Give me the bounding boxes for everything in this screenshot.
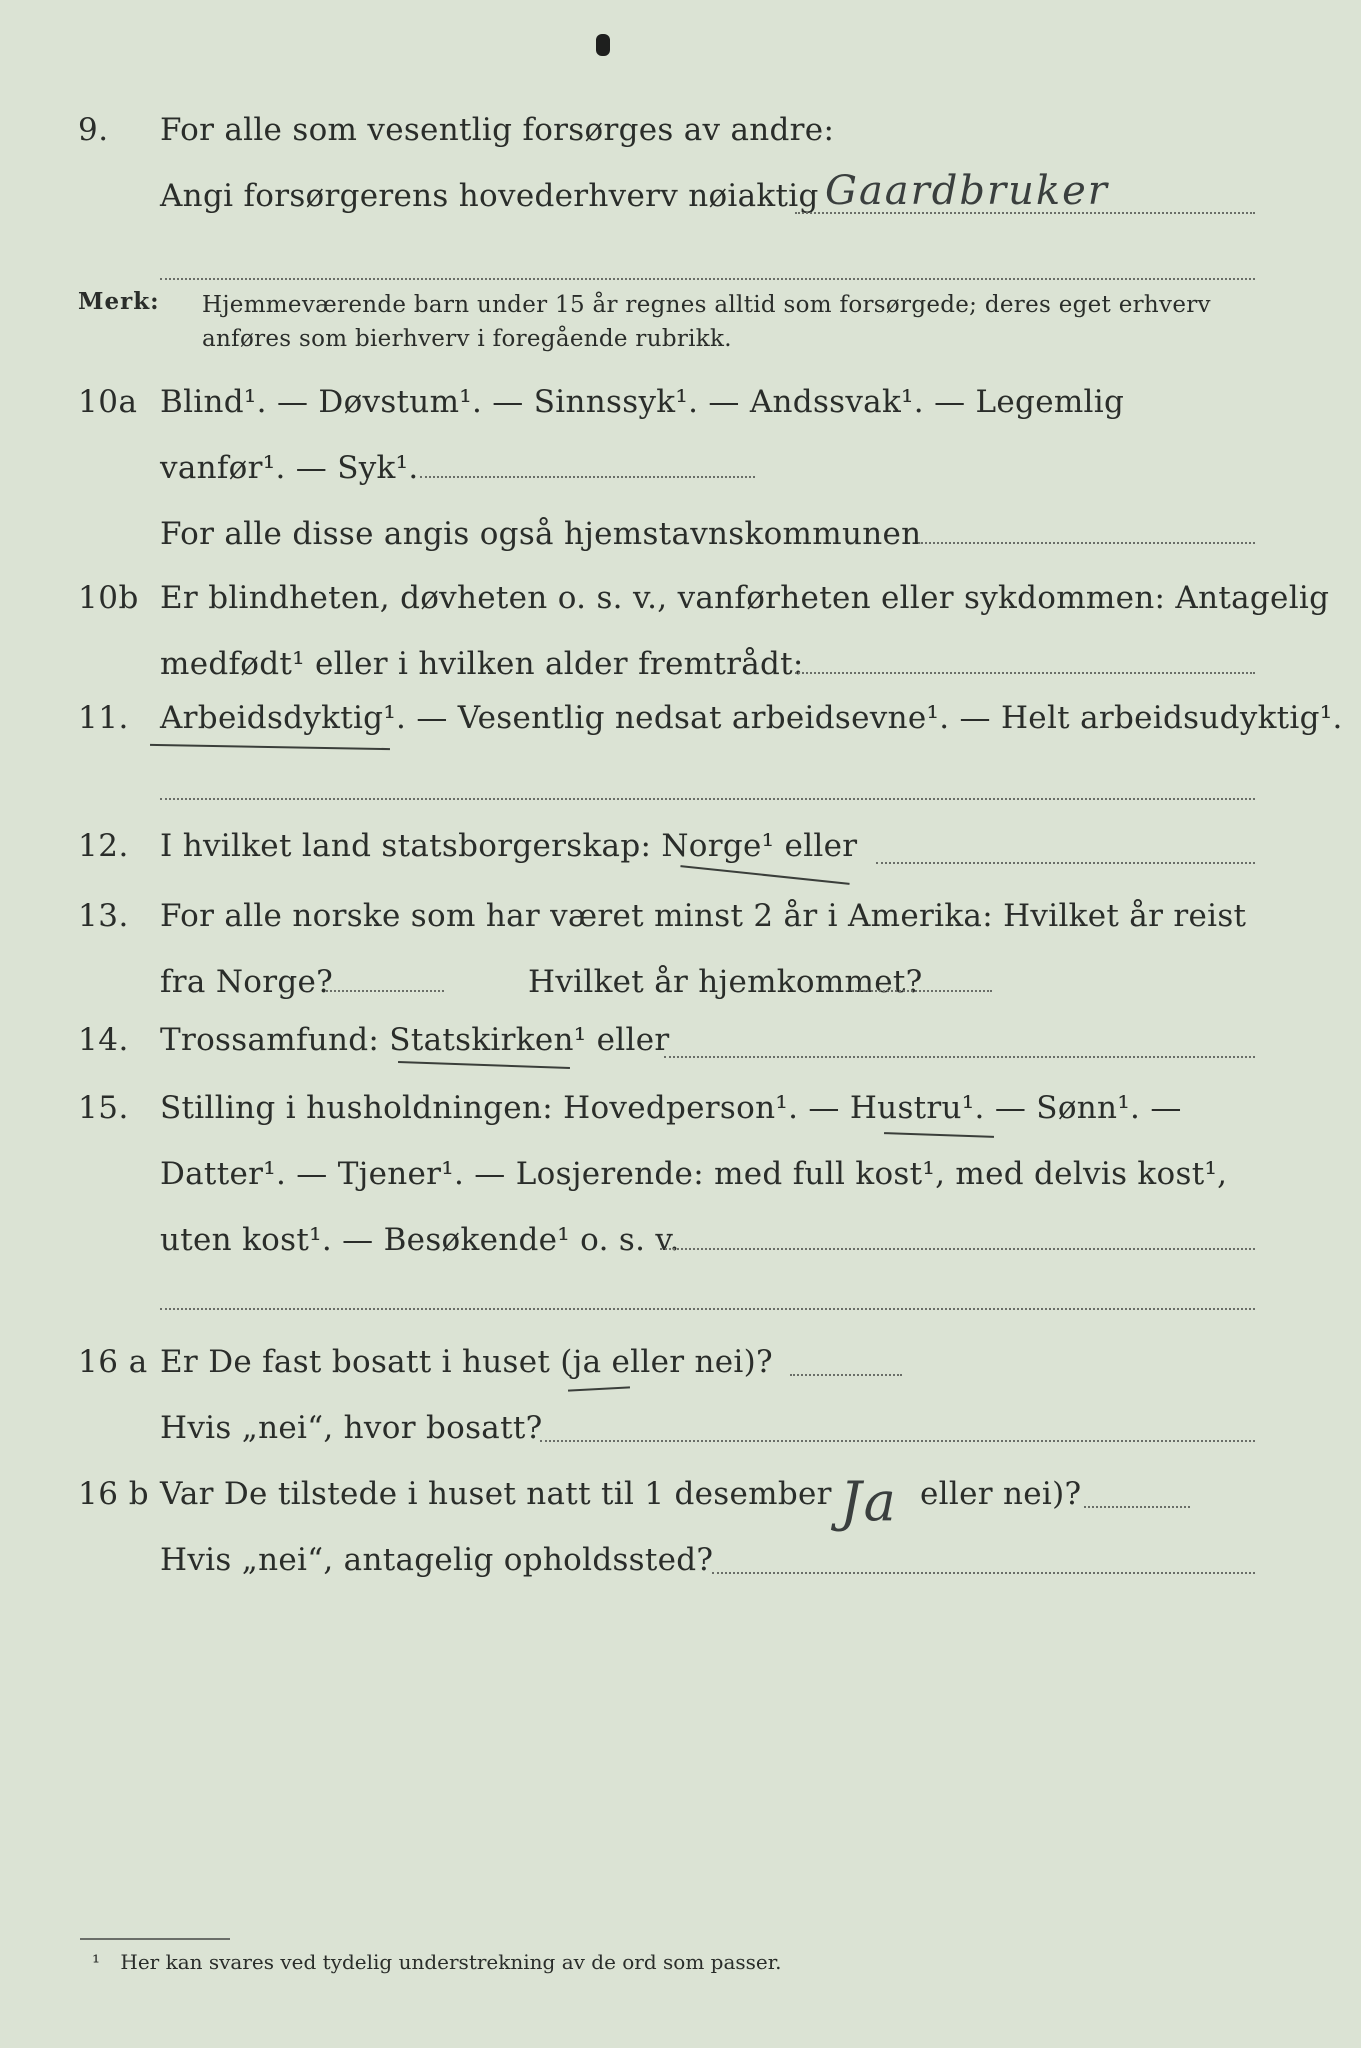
question-number: 16 b — [78, 1476, 150, 1512]
question-text: eller nei)? — [920, 1476, 1082, 1512]
footnote-rule — [80, 1938, 230, 1940]
question-text: Er De fast bosatt i huset (ja eller nei)? — [160, 1344, 773, 1380]
question-text: Hvis „nei“, hvor bosatt? — [160, 1410, 543, 1446]
answer-line — [420, 476, 755, 478]
answer-line — [160, 278, 1255, 280]
note-label: Merk: — [78, 288, 160, 315]
handwritten-underline — [680, 865, 849, 885]
question-number: 13. — [78, 898, 129, 934]
ink-spot — [596, 34, 610, 56]
answer-line — [876, 862, 1255, 864]
question-text: vanfør¹. — Syk¹. — [160, 450, 419, 486]
answer-line — [664, 1056, 1255, 1058]
question-number: 15. — [78, 1090, 129, 1126]
answer-line — [160, 1308, 1255, 1310]
question-text: Trossamfund: Statskirken¹ eller — [160, 1022, 670, 1058]
question-number: 10a — [78, 384, 138, 420]
handwritten-underline — [568, 1386, 630, 1391]
handwritten-underline — [884, 1132, 994, 1138]
note-text: anføres som bierhverv i foregående rubrikk. — [202, 326, 732, 352]
question-text: Blind¹. — Døvstum¹. — Sinnssyk¹. — Andssvak¹. — Legemlig — [160, 384, 1125, 420]
footnote — [92, 1950, 781, 1974]
question-text: Arbeidsdyktig¹. — Vesentlig nedsat arbeidsevne¹. — Helt arbeidsudyktig¹. — [160, 700, 1343, 736]
question-text: Angi forsørgerens hovederhverv nøiaktig — [160, 178, 819, 214]
footnote-text: Her kan svares ved tydelig understrekning av de ord som passer. — [120, 1950, 782, 1974]
footnote-mark: ¹ — [92, 1950, 101, 1974]
question-text: uten kost¹. — Besøkende¹ o. s. v. — [160, 1222, 680, 1258]
question-number: 16 a — [78, 1344, 148, 1380]
question-text: Er blindheten, døvheten o. s. v., vanførheten eller sykdommen: Antagelig — [160, 580, 1330, 616]
question-number: 11. — [78, 700, 129, 736]
question-text: fra Norge? — [160, 964, 334, 1000]
question-number: 10b — [78, 580, 139, 616]
question-number: 12. — [78, 828, 129, 864]
question-text: Hvilket år hjemkommet? — [528, 964, 923, 1000]
question-number: 9. — [78, 112, 109, 148]
question-text: I hvilket land statsborgerskap: Norge¹ eller — [160, 828, 858, 864]
answer-line — [540, 1440, 1255, 1442]
question-text: Hvis „nei“, antagelig opholdssted? — [160, 1542, 714, 1578]
note-text: Hjemmeværende barn under 15 år regnes alltid som forsørgede; deres eget erhverv — [202, 292, 1211, 318]
question-text: For alle som vesentlig forsørges av andre: — [160, 112, 835, 148]
question-text: For alle disse angis også hjemstavnskommunen — [160, 516, 922, 552]
answer-line — [326, 990, 444, 992]
handwritten-underline — [398, 1061, 570, 1069]
answer-line — [1084, 1506, 1190, 1508]
handwritten-underline — [150, 744, 390, 750]
handwritten-answer: Gaardbruker — [825, 168, 1109, 214]
question-text: medfødt¹ eller i hvilken alder fremtrådt: — [160, 646, 804, 682]
question-number: 14. — [78, 1022, 129, 1058]
question-text: For alle norske som har været minst 2 år i Amerika: Hvilket år reist — [160, 898, 1247, 934]
handwritten-answer: Ja — [840, 1470, 898, 1533]
answer-line — [852, 990, 992, 992]
answer-line — [712, 1572, 1255, 1574]
question-text: Var De tilstede i huset natt til 1 desember — [160, 1476, 832, 1512]
question-text: Datter¹. — Tjener¹. — Losjerende: med full kost¹, med delvis kost¹, — [160, 1156, 1228, 1192]
answer-line — [795, 672, 1255, 674]
answer-line — [660, 1248, 1255, 1250]
answer-line — [160, 798, 1255, 800]
question-text: Stilling i husholdningen: Hovedperson¹. — Hustru¹. — Sønn¹. — — [160, 1090, 1182, 1126]
answer-line — [918, 542, 1255, 544]
answer-line — [790, 1374, 902, 1376]
